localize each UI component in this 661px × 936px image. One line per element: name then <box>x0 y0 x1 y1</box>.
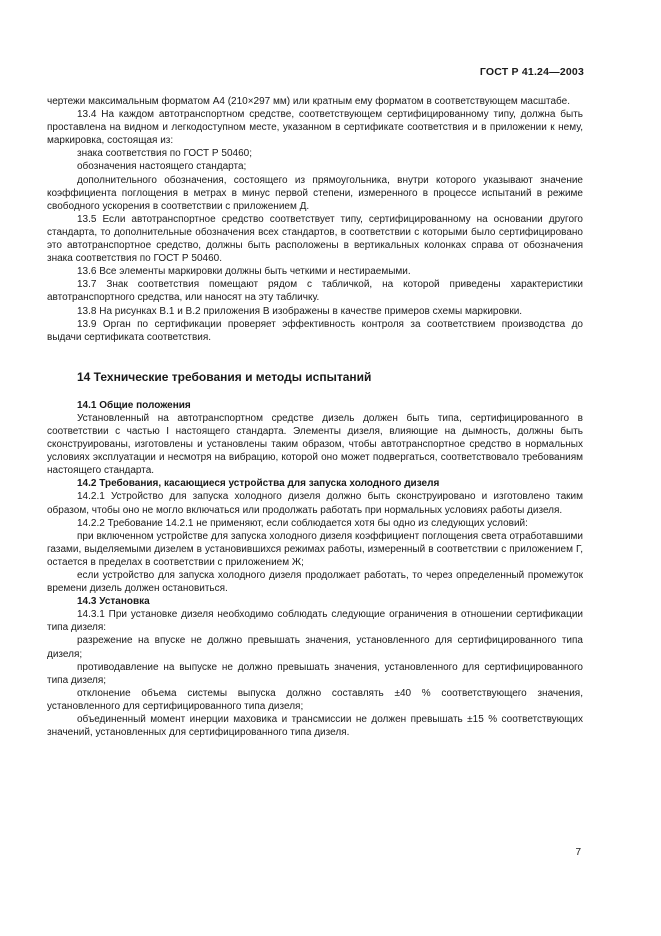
clause-13-6: 13.6 Все элементы маркировки должны быть четкими и нестираемыми. <box>77 266 411 278</box>
section-14-title: 14 Технические требования и методы испытаний <box>77 369 372 384</box>
paragraph: чертежи максимальным форматом А4 (210×297 мм) или кратным ему форматом в соответствующем масштабе. <box>47 96 570 107</box>
clause-14-2-1: 14.2.1 Устройство для запуска холодного дизеля должно быть сконструировано и изготовлено таким образом, чтобы оно не могло включаться или продолжать работать при нормальных условиях работы дизеля. <box>47 491 583 516</box>
list-item: дополнительного обозначения, состоящего из прямоугольника, внутри которого указывают значение коэффициента поглощения в метрах в минус первой степени, измеренного в процессе испытаний в режиме свободного ускорения в соответствии с приложением Д. <box>47 174 583 212</box>
clause-14-3-1: 14.3.1 При установке дизеля необходимо соблюдать следующие ограничения в отношении сертификации типа дизеля: <box>47 609 583 634</box>
doc-code-header: ГОСТ Р 41.24—2003 <box>479 66 584 78</box>
clause-13-7: 13.7 Знак соответствия помещают рядом с табличкой, на которой приведены характеристики автотранспортного средства, или наносят на эту табличку. <box>47 279 583 304</box>
page-content <box>47 95 583 739</box>
list-item: противодавление на выпуске не должно превышать значения, установленного для сертифицированного типа дизеля; <box>47 661 583 686</box>
subsection-14-1-title: 14.1 Общие положения <box>77 399 191 411</box>
clause-14-1-text: Установленный на автотранспортном средстве дизель должен быть типа, сертифицированного в соответствии с частью I настоящего стандарта. Элементы дизеля, влияющие на дымность, должны быть сконструированы, изготовлены и установлены таким образом, чтобы автотранспортное средство в нормальных условиях эксплуатации и несмотря на вибрацию, которой оно может подвергаться, соответствовало требованиям настоящего стандарта. <box>47 412 583 477</box>
list-item: при включенном устройстве для запуска холодного дизеля коэффициент поглощения света отработавшими газами, выделяемыми дизелем в установившихся режимах работы, измеренный в соответствии с приложением Г, остается в пределах в соответствии с приложением Ж; <box>47 530 583 568</box>
page-number: 7 <box>575 847 581 858</box>
list-item: обозначения настоящего стандарта; <box>77 161 247 173</box>
subsection-14-3-title: 14.3 Установка <box>77 596 150 608</box>
clause-14-2-2: 14.2.2 Требование 14.2.1 не применяют, если соблюдается хотя бы одно из следующих условий: <box>77 517 528 529</box>
list-item: знака соответствия по ГОСТ Р 50460; <box>77 148 252 160</box>
clause-13-8: 13.8 На рисунках В.1 и В.2 приложения В изображены в качестве примеров схемы маркировки. <box>77 305 523 317</box>
subsection-14-2-title: 14.2 Требования, касающиеся устройства для запуска холодного дизеля <box>77 478 440 490</box>
list-item: отклонение объема системы выпуска должно составлять ±40 % соответствующего значения, установленного для сертифицированного типа дизеля; <box>47 687 583 712</box>
clause-13-9: 13.9 Орган по сертификации проверяет эффективность контроля за соответствием производства до выдачи сертификата соответствия. <box>47 318 583 343</box>
clause-13-4: 13.4 На каждом автотранспортном средстве, соответствующем сертифицированному типу, должна быть проставлена на видном и легкодоступном месте, указанном в сертификате соответствия и в приложении к нему, маркировка, состоящая из: <box>47 109 583 147</box>
clause-13-5: 13.5 Если автотранспортное средство соответствует типу, сертифицированному на основании другого стандарта, то дополнительные обозначения всех стандартов, в соответствии с которыми было сертифицировано это автотранспортное средство, должны быть расположены в вертикальных колонках справа от обозначения знака соответствия по ГОСТ Р 50460. <box>47 213 583 265</box>
list-item: объединенный момент инерции маховика и трансмиссии не должен превышать ±15 % соответствующих значений, установленных для сертифицированного типа дизеля. <box>47 714 583 739</box>
list-item: если устройство для запуска холодного дизеля продолжает работать, то через определенный промежуток времени дизель должен остановиться. <box>47 570 583 595</box>
list-item: разрежение на впуске не должно превышать значения, установленного для сертифицированного типа дизеля; <box>47 635 583 660</box>
